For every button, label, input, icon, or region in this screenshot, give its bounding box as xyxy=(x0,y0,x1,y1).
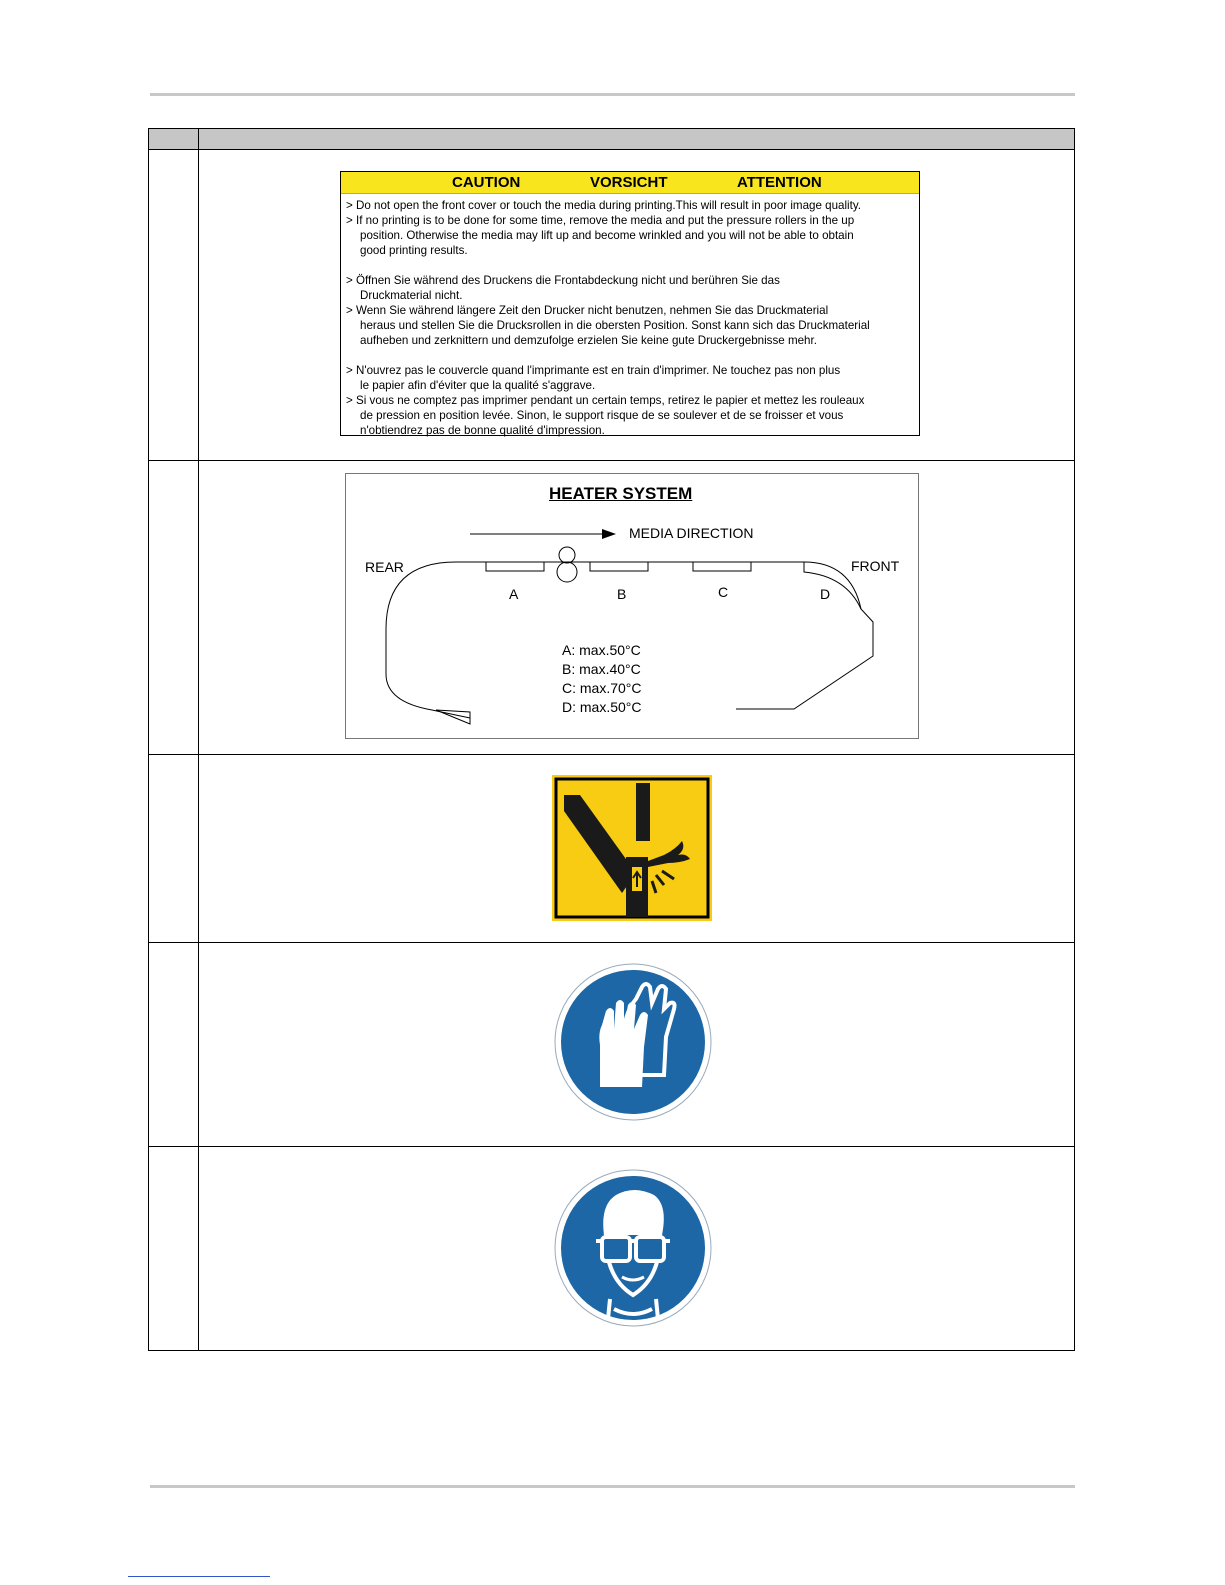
temp-c: C: max.70°C xyxy=(562,680,642,696)
row-number-cell xyxy=(149,150,199,461)
hand-crush-warning-icon xyxy=(552,775,712,921)
caution-label xyxy=(340,171,920,436)
label-cell xyxy=(199,1147,1075,1351)
heading-vorsicht: VORSICHT xyxy=(590,174,668,191)
caution-heading-bar xyxy=(341,172,919,194)
zone-label-a: A xyxy=(509,586,519,602)
table-row xyxy=(149,461,1075,755)
rear-label: REAR xyxy=(365,559,404,575)
row-number-cell xyxy=(149,461,199,755)
table-row xyxy=(149,943,1075,1147)
caution-text xyxy=(341,194,919,438)
caution-fr-line: le papier afin d'éviter que la qualité s'aggrave. xyxy=(360,379,596,392)
caution-de-line: heraus und stellen Sie die Drucksrollen in die obersten Position. Sonst kann sich das Druckmaterial xyxy=(360,319,870,332)
temp-d: D: max.50°C xyxy=(562,699,642,715)
caution-de-line: > Wenn Sie während längere Zeit den Drucker nicht benutzen, nehmen Sie das Druckmaterial xyxy=(346,304,829,317)
arrow-head-icon xyxy=(602,529,616,539)
caution-en-line: > Do not open the front cover or touch the media during printing.This will result in poor image quality. xyxy=(346,199,862,212)
eye-protection-mandatory-icon xyxy=(554,1169,712,1327)
heater-system-label xyxy=(345,473,919,739)
table-row xyxy=(149,1147,1075,1351)
label-cell xyxy=(199,943,1075,1147)
temp-a: A: max.50°C xyxy=(562,642,641,658)
footer-rule xyxy=(150,1485,1075,1488)
heading-attention: ATTENTION xyxy=(737,174,822,191)
header-cell-label xyxy=(199,129,1075,150)
caution-en-line: > If no printing is to be done for some time, remove the media and put the pressure rollers in the up xyxy=(346,214,855,227)
heater-title: HEATER SYSTEM xyxy=(549,484,693,503)
caution-en-line: good printing results. xyxy=(360,244,468,257)
heading-caution: CAUTION xyxy=(452,174,521,191)
caution-fr-line: > Si vous ne comptez pas imprimer pendant un certain temps, retirez le papier et mettez les rouleaux xyxy=(346,394,865,407)
media-direction-label: MEDIA DIRECTION xyxy=(629,525,754,541)
table-row xyxy=(149,755,1075,943)
temp-b: B: max.40°C xyxy=(562,661,641,677)
caution-fr-line: > N'ouvrez pas le couvercle quand l'imprimante est en train d'imprimer. Ne touchez pas non plus xyxy=(346,364,841,377)
zone-label-c: C xyxy=(718,584,729,600)
zone-label-b: B xyxy=(617,586,627,602)
table-header-row xyxy=(149,129,1075,150)
row-number-cell xyxy=(149,1147,199,1351)
table-row xyxy=(149,150,1075,461)
label-cell xyxy=(199,461,1075,755)
caution-de-line: Druckmaterial nicht. xyxy=(360,289,463,302)
gloves-mandatory-icon xyxy=(554,963,712,1121)
caution-en-line: position. Otherwise the media may lift up and become wrinkled and you will not be able to obtain xyxy=(360,229,854,242)
caution-de-line: > Öffnen Sie während des Druckens die Frontabdeckung nicht und berühren Sie das xyxy=(346,274,780,287)
label-cell xyxy=(199,755,1075,943)
header-cell-number xyxy=(149,129,199,150)
warning-labels-table xyxy=(148,128,1075,1351)
caution-fr-line: n'obtiendrez pas de bonne qualité d'impression. xyxy=(360,424,605,437)
row-number-cell xyxy=(149,943,199,1147)
caution-fr-line: de pression en position levée. Sinon, le support risque de se soulever et de se froisser et vous xyxy=(360,409,844,422)
front-label: FRONT xyxy=(851,558,900,574)
footer-link-underline xyxy=(128,1576,270,1577)
zone-label-d: D xyxy=(820,586,831,602)
header-rule xyxy=(150,93,1075,96)
caution-de-line: aufheben und zerknittern und demzufolge erzielen Sie keine gute Druckergebnisse mehr. xyxy=(360,334,817,347)
row-number-cell xyxy=(149,755,199,943)
label-cell xyxy=(199,150,1075,461)
